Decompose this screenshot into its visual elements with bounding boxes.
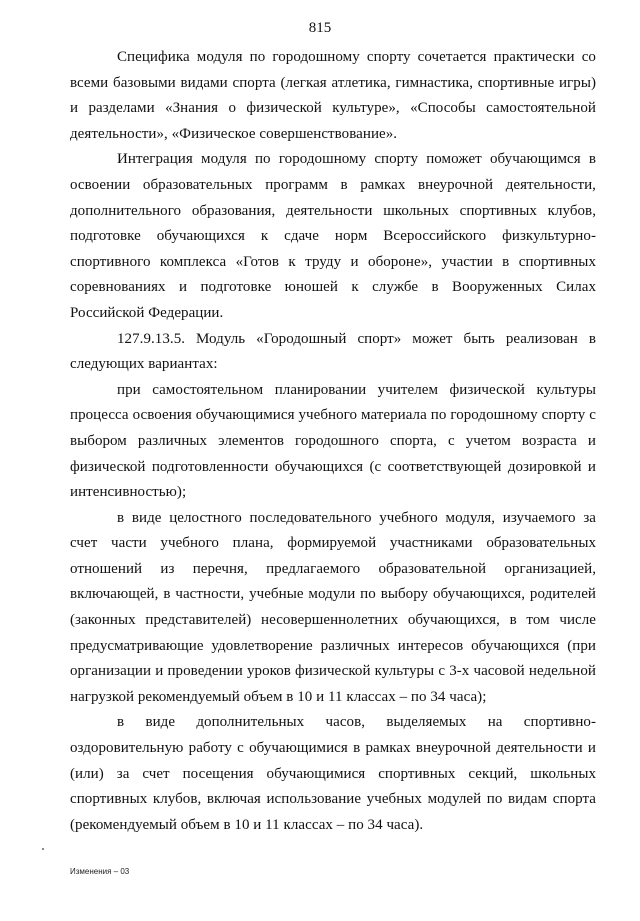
document-body bbox=[70, 45, 596, 838]
paragraph-implementation-variants: 127.9.13.5. Модуль «Городошный спорт» может быть реализован в следующих вариантах: bbox=[70, 330, 596, 373]
page-number: 815 bbox=[308, 20, 332, 36]
paragraph-variant-extra-hours: в виде дополнительных часов, выделяемых на спортивно-оздоровительную работу с обучающимися в рамках внеурочной деятельности и (или) за счет посещения обучающимися спортивных секций, школьных спортивных клубов, включая использование учебных модулей по видам спорта (рекомендуемый объем в 10 и 11 классах – по 34 часа). bbox=[70, 714, 596, 833]
paragraph-module-integration: Интеграция модуля по городошному спорту поможет обучающимся в освоении образовательных программ в рамках внеурочной деятельности, дополнительного образования, деятельности школьных спортивных клубов, подготовке обучающихся к сдаче норм Всероссийского физкультурно-спортивного комплекса «Готов к труду и обороне», участии в спортивных соревнованиях и подготовке юношей к службе в Вооруженных Силах Российской Федерации. bbox=[70, 151, 596, 321]
scan-speck bbox=[42, 848, 44, 850]
paragraph-variant-self-planning: при самостоятельном планировании учителем физической культуры процесса освоения обучающимися учебного материала по городошному спорту с выбором различных элементов городошного спорта, с учетом возраста и физической подготовленности обучающихся (с соответствующей дозировкой и интенсивностью); bbox=[70, 381, 596, 501]
paragraph-variant-integral-module: в виде целостного последовательного учебного модуля, изучаемого за счет части учебного плана, формируемой участниками образовательных отношений из перечня, предлагаемого образовательной организацией, включающей, в частности, учебные модули по выбору обучающихся, родителей (законных представителей) несовершеннолетних обучающихся, в том числе предусматривающие удовлетворение различных интересов обучающихся (при организации и проведении уроков физической культуры с 3-х часовой недельной нагрузкой рекомендуемый объем в 10 и 11 классах – по 34 часа); bbox=[70, 509, 596, 705]
paragraph-module-specifics: Специфика модуля по городошному спорту сочетается практически со всеми базовыми видами спорта (легкая атлетика, гимнастика, спортивные игры) и разделами «Знания о физической культуре», «Способы самостоятельной деятельности», «Физическое совершенствование». bbox=[70, 49, 596, 142]
footer-revision-note: Изменения – 03 bbox=[70, 867, 130, 876]
